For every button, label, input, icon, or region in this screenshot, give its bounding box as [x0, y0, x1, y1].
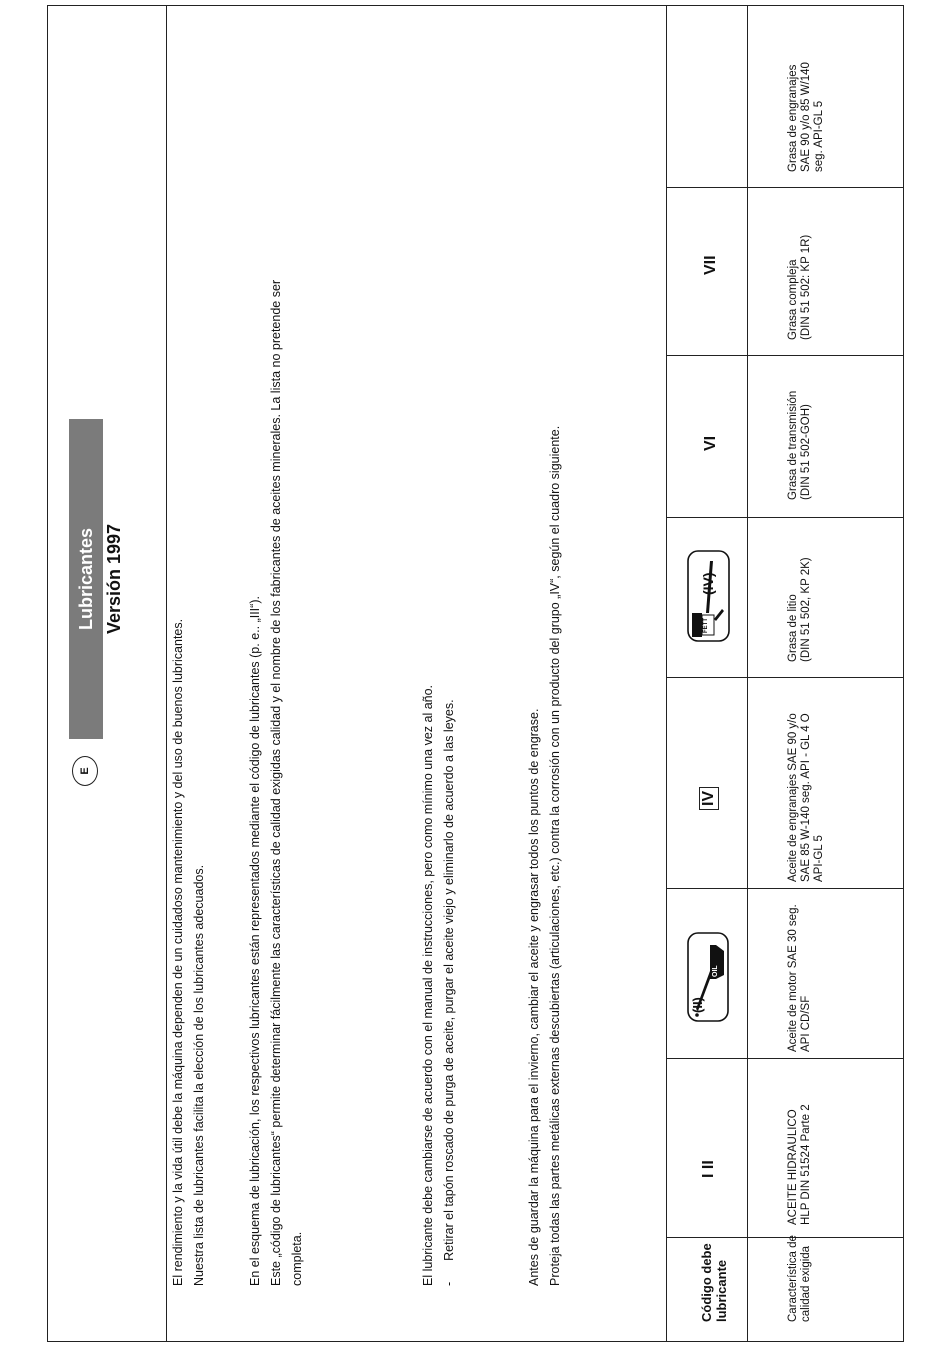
version-label: Versión 1997: [104, 523, 124, 635]
table-row-line: [666, 1058, 904, 1059]
table-row-line: [666, 1237, 904, 1238]
fett-label: FETT: [703, 618, 709, 633]
language-badge: E: [72, 756, 98, 786]
table-code-divider: [747, 5, 748, 1342]
code-vi: VI: [702, 435, 719, 451]
quality-cell: Grasa de engranajes SAE 90 y/o 85 W/140 seg. API-GL 5: [787, 62, 825, 172]
scheme-paragraph: [245, 280, 308, 1286]
code-ii-paren: (II): [690, 997, 705, 1013]
code-i-ii: I II: [700, 1160, 717, 1178]
quality-cell: Grasa de litio (DIN 51 502, KP 2K): [787, 557, 812, 662]
table-row-line: [666, 187, 904, 188]
oil-label: OIL: [712, 965, 719, 977]
table-row-line: [666, 888, 904, 889]
storage-line: Proteja todas las partes metálicas externas descubiertas (articulaciones, etc.) contra la corrosión con un producto del grupo „IV“, según el cuadro siguiente.: [548, 425, 562, 1286]
bullet-mark: -: [442, 1281, 456, 1286]
intro-paragraph: [168, 619, 210, 1286]
storage-line: Antes de guardar la máquina para el invierno, cambiar el aceite y engrasar todos los puntos de engrase.: [527, 708, 541, 1286]
change-bullet: [439, 685, 460, 1286]
quality-cell: Aceite de engranajes SAE 90 y/o SAE 85 W-140 seg. API - GL 4 O API-GL 5: [787, 713, 825, 882]
code-iv-boxed: IV: [699, 787, 719, 810]
table-row-line: [666, 677, 904, 678]
quality-cell: Grasa de transmisión (DIN 51 502-GOH): [787, 390, 812, 500]
bullet-text: Retirar el tapón roscado de purga de aceite, purgar el aceite viejo y eliminarlo de acuerdo a las leyes.: [442, 699, 456, 1261]
table-row-line: [666, 355, 904, 356]
text-table-divider: [166, 5, 167, 1342]
intro-line: El rendimiento y la vida útil debe la máquina dependen de un cuidadoso mantenimiento y del uso de buenos lubricantes.: [171, 618, 185, 1286]
page-title: Lubricantes: [69, 419, 103, 739]
change-line: El lubricante debe cambiarse de acuerdo con el manual de instrucciones, pero como mínimo una vez al año.: [421, 684, 435, 1286]
title-bar: [69, 419, 103, 739]
change-paragraph: [418, 685, 460, 1286]
grease-gun-icon: [686, 549, 731, 643]
scheme-line: completa.: [290, 1231, 304, 1286]
quality-cell: ACEITE HIDRAULICO HLP DIN 51524 Parte 2: [787, 1104, 812, 1225]
intro-line: Nuestra lista de lubricantes facilita la elección de los lubricantes adecuados.: [192, 864, 206, 1286]
version-row: [104, 419, 125, 739]
table-left-border: [666, 5, 667, 1342]
code-vii: VII: [702, 255, 719, 275]
quality-cell: Aceite de motor SAE 30 seg. API CD/SF: [787, 904, 812, 1052]
quality-cell: Grasa compleja (DIN 51 502: KP 1R): [787, 234, 812, 340]
scheme-line: En el esquema de lubricación, los respectivos lubricantes están representados mediante el código de lubricantes (p. e.. „III“).: [248, 596, 262, 1286]
code-iv-paren: (IV): [700, 572, 716, 595]
quality-row-label: Característica de calidad exigida: [787, 1235, 812, 1322]
oil-can-icon: [686, 931, 730, 1023]
code-column-label: Código debe lubricante: [699, 1243, 729, 1322]
storage-paragraph: [524, 426, 566, 1286]
scheme-line: Este „código de lubricantes“ permite determinar fácilmente las características de calidad exigidas calidad y el nombre de los fabricantes de aceites minerales. La lista no pretende ser: [269, 279, 283, 1286]
table-row-line: [666, 517, 904, 518]
